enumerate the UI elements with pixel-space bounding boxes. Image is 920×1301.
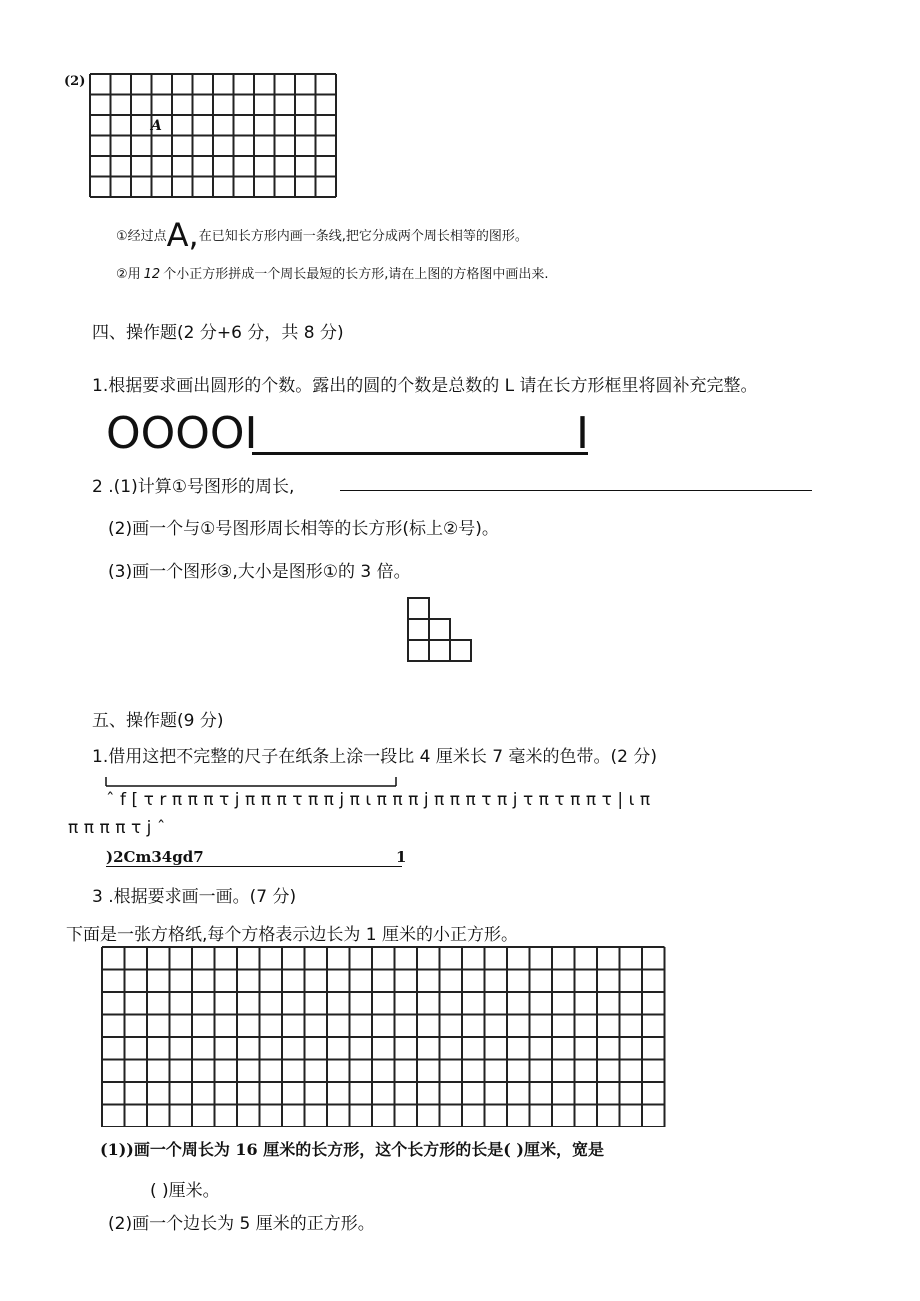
section-5-q3-2: (2)画一个边长为 5 厘米的正方形。: [108, 1214, 375, 1234]
problem-label: (2): [64, 74, 86, 89]
q1-text: 在已知长方形内画一条线,把它分成两个周长相等的图形。: [198, 229, 528, 244]
question-2-line: [116, 263, 548, 282]
q2-text: 个小正方形拼成一个周长最短的长方形,请在上图的方格图中画出来.: [163, 267, 549, 282]
q2-number: 12: [143, 267, 161, 282]
answer-box-bar: [252, 452, 588, 455]
section-4-q1: 1.根据要求画出圆形的个数。露出的圆的个数是总数的 L 请在长方形框里将圆补充完整。: [92, 376, 758, 396]
big-grid: [100, 945, 670, 1127]
ruler-underline: [106, 866, 402, 867]
section-5-q3-1: (1))画一个周长为 16 厘米的长方形，这个长方形的长是( )厘米，宽是: [100, 1140, 604, 1159]
section-5-heading: 五、操作题(9 分): [92, 711, 224, 731]
ruler-marks-line-1: ˆf[τrπππτjπππτππjπιπππjπππτπjτπτππτ|ιπ: [106, 790, 656, 810]
perimeter-answer-line[interactable]: [340, 490, 812, 491]
section-4-q2-2: (2)画一个与①号图形周长相等的长方形(标上②号)。: [108, 519, 499, 539]
q2-prefix: ②用: [116, 267, 141, 282]
ruler-bar: [104, 774, 400, 788]
section-5-q3-1b: ( )厘米。: [150, 1181, 220, 1201]
grid-intro: 下面是一张方格纸,每个方格表示边长为 1 厘米的小正方形。: [66, 925, 519, 945]
ruler-number-end: 1: [396, 848, 407, 866]
circles-row: OOOOI: [106, 408, 258, 459]
top-grid: [88, 72, 340, 198]
section-5-q3: 3 .根据要求画一画。(7 分): [92, 887, 297, 907]
q1-prefix: ①经过点: [116, 229, 167, 244]
answer-box-end: I: [576, 408, 589, 459]
question-1-line: [116, 216, 528, 254]
q1-big-a: A,: [166, 216, 199, 254]
section-4-q2-3: (3)画一个图形③,大小是图形①的 3 倍。: [108, 562, 411, 582]
shape-1-figure: [406, 596, 476, 666]
point-a-label: A: [151, 118, 162, 134]
section-5-q1: 1.借用这把不完整的尺子在纸条上涂一段比 4 厘米长 7 毫米的色带。(2 分): [92, 747, 657, 767]
ruler-marks-line-2: ππππτjˆ: [68, 818, 171, 838]
section-4-heading: 四、操作题(2 分+6 分，共 8 分): [92, 323, 344, 343]
ruler-numbers: )2Cm34gd7: [106, 848, 204, 866]
section-4-q2-1: 2 .(1)计算①号图形的周长,: [92, 477, 295, 497]
